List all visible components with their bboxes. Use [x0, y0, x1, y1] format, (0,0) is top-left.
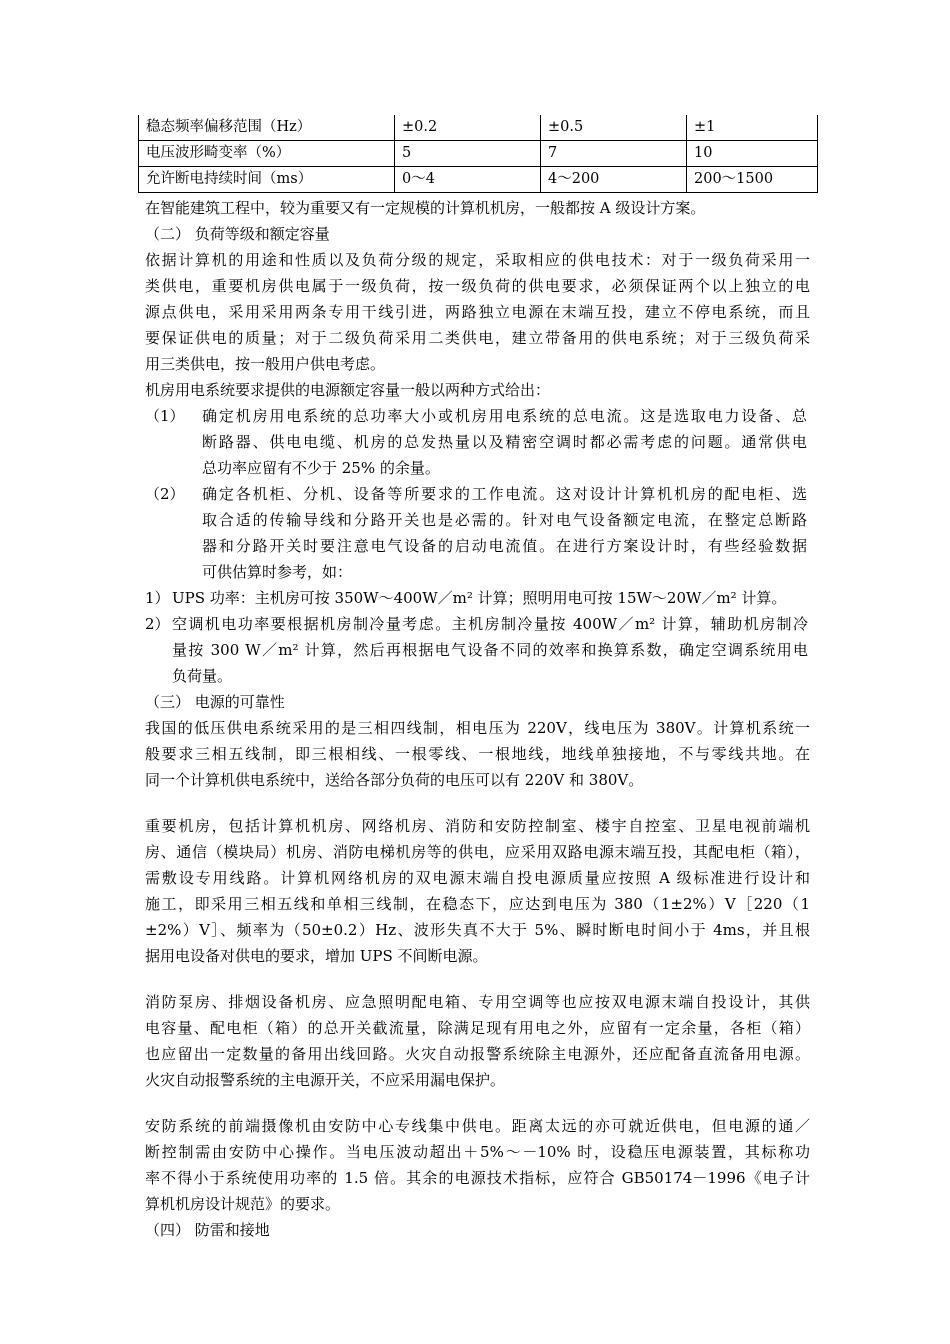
section-heading-3: （三） 电源的可靠性 [145, 693, 285, 711]
text-line: 施工，即采用三相五线和单相三线制，在稳态下，应达到电压为 380（1±2%）V［220（1 [145, 895, 810, 913]
paragraph-security-system [145, 1113, 810, 1217]
table-cell: 电压波形畸变率（%） [139, 141, 395, 167]
paragraph-fire-equipment [145, 989, 810, 1093]
list-item-2 [145, 481, 810, 585]
text-line: 率不得小于系统使用功率的 1.5 倍。其余的电源技术指标，应符合 GB50174－1996《电子计 [145, 1169, 810, 1187]
table-cell: 5 [395, 141, 541, 167]
text-line: 房、通信（模块局）机房、消防电梯机房等的供电，应采用双路电源末端互投，其配电柜（箱）， [145, 843, 810, 861]
text-line: 量按 300 W／m² 计算，然后再根据电气设备不同的效率和换算系数，确定空调系统用电 [172, 641, 808, 659]
text-line: 取合适的传输导线和分路开关也是必需的。针对电气设备额定电流，在整定总断路 [202, 511, 807, 529]
paragraph-load-levels [145, 247, 810, 377]
text-line: ±2%）V］、频率为（50±0.2）Hz、波形失真不大于 5%、瞬时断电时间小于 4ms，并且根 [145, 921, 810, 939]
text-line: 器和分路开关时要注意电气设备的启动电流值。在进行方案设计时，有些经验数据 [202, 537, 807, 555]
body-text [145, 195, 810, 1243]
paragraph-low-voltage [145, 715, 810, 793]
power-spec-table [138, 115, 818, 193]
list-number: （1） [145, 407, 185, 425]
text-line: 电容量、配电柜（箱）的总开关截流量，除满足现有用电之外，应留有一定余量，各柜（箱） [145, 1019, 810, 1037]
table-row [139, 115, 818, 141]
list-number: （2） [145, 485, 185, 503]
text-line: 重要机房，包括计算机机房、网络机房、消防和安防控制室、楼宇自控室、卫星电视前端机 [145, 817, 810, 835]
text-line: 般要求三相五线制，即三根相线、一根零线、一根地线，地线单独接地，不与零线共地。在 [145, 745, 810, 763]
table-cell: 200～1500 [687, 167, 818, 193]
table-cell: ±0.5 [541, 115, 687, 141]
text-line: 安防系统的前端摄像机由安防中心专线集中供电。距离太远的亦可就近供电，但电源的通／ [145, 1117, 810, 1135]
sub-item-2 [145, 611, 810, 689]
table-cell: 4～200 [541, 167, 687, 193]
list-number: 2） [145, 615, 170, 633]
text-line: 也应留出一定数量的备用出线回路。火灾自动报警系统除主电源外，还应配备直流备用电源。 [145, 1045, 810, 1063]
text-line: 算机机房设计规范》的要求。 [145, 1195, 341, 1213]
text-line: 源点供电，采用采用两条专用干线引进，两路独立电源在末端互投，建立不停电系统，而且 [145, 303, 810, 321]
table-cell: 10 [687, 141, 818, 167]
text-line: 用三类供电，按一般用户供电考虑。 [145, 355, 386, 373]
table-cell: ±0.2 [395, 115, 541, 141]
table-cell: 0～4 [395, 167, 541, 193]
text-line: 确定各机柜、分机、设备等所要求的工作电流。这对设计计算机机房的配电柜、选 [202, 485, 807, 503]
text-line: 负荷量。 [172, 667, 233, 685]
text-line: 可供估算时参考，如： [202, 563, 353, 581]
text-line: 需敷设专用线路。计算机网络机房的双电源末端自投电源质量应按照 A 级标准进行设计和 [145, 869, 810, 887]
section-heading-4: （四） 防雷和接地 [145, 1221, 270, 1239]
text-line: 断控制需由安防中心操作。当电压波动超出＋5%～－10% 时，设稳压电源装置，其标称功 [145, 1143, 810, 1161]
text-line: 类供电，重要机房供电属于一级负荷，按一级负荷的供电要求，必须保证两个以上独立的电 [145, 277, 810, 295]
table-cell: 允许断电持续时间（ms） [139, 167, 395, 193]
paragraph-capacity: 机房用电系统要求提供的电源额定容量一般以两种方式给出： [145, 381, 551, 399]
list-number: 1） [145, 589, 170, 607]
table-row [139, 141, 818, 167]
text-line: 总功率应留有不少于 25% 的余量。 [202, 459, 440, 477]
table-cell: 稳态频率偏移范围（Hz） [139, 115, 395, 141]
text-line: 火灾自动报警系统的主电源开关，不应采用漏电保护。 [145, 1071, 506, 1089]
text-line: 要保证供电的质量；对于二级负荷采用二类供电，建立带备用的供电系统；对于三级负荷采 [145, 329, 810, 347]
text-line: 空调机电功率要根据机房制冷量考虑。主机房制冷量按 400W／m² 计算，辅助机房制冷 [172, 615, 808, 633]
table-row [139, 167, 818, 193]
text-line: 同一个计算机供电系统中，送给各部分负荷的电压可以有 220V 和 380V。 [145, 771, 644, 789]
sub-item-1 [145, 585, 810, 611]
paragraph-intro: 在智能建筑工程中，较为重要又有一定规模的计算机机房，一般都按 A 级设计方案。 [145, 199, 706, 217]
text-line: 确定机房用电系统的总功率大小或机房用电系统的总电流。这是选取电力设备、总 [202, 407, 807, 425]
text-line: 依据计算机的用途和性质以及负荷分级的规定，采取相应的供电技术：对于一级负荷采用一 [145, 251, 810, 269]
text-line: 据用电设备对供电的要求，增加 UPS 不间断电源。 [145, 947, 488, 965]
list-item-1 [145, 403, 810, 481]
text-line: 断路器、供电电缆、机房的总发热量以及精密空调时都必需考虑的问题。通常供电 [202, 433, 807, 451]
paragraph-important-rooms [145, 813, 810, 969]
text-line: 消防泵房、排烟设备机房、应急照明配电箱、专用空调等也应按双电源末端自投设计，其供 [145, 993, 810, 1011]
table-cell: 7 [541, 141, 687, 167]
text-line: 我国的低压供电系统采用的是三相四线制，相电压为 220V，线电压为 380V。计算机系统一 [145, 719, 810, 737]
table-cell: ±1 [687, 115, 818, 141]
section-heading-2: （二） 负荷等级和额定容量 [145, 225, 330, 243]
text-line: UPS 功率：主机房可按 350W～400W／m² 计算；照明用电可按 15W～20W／m² 计算。 [172, 589, 787, 607]
